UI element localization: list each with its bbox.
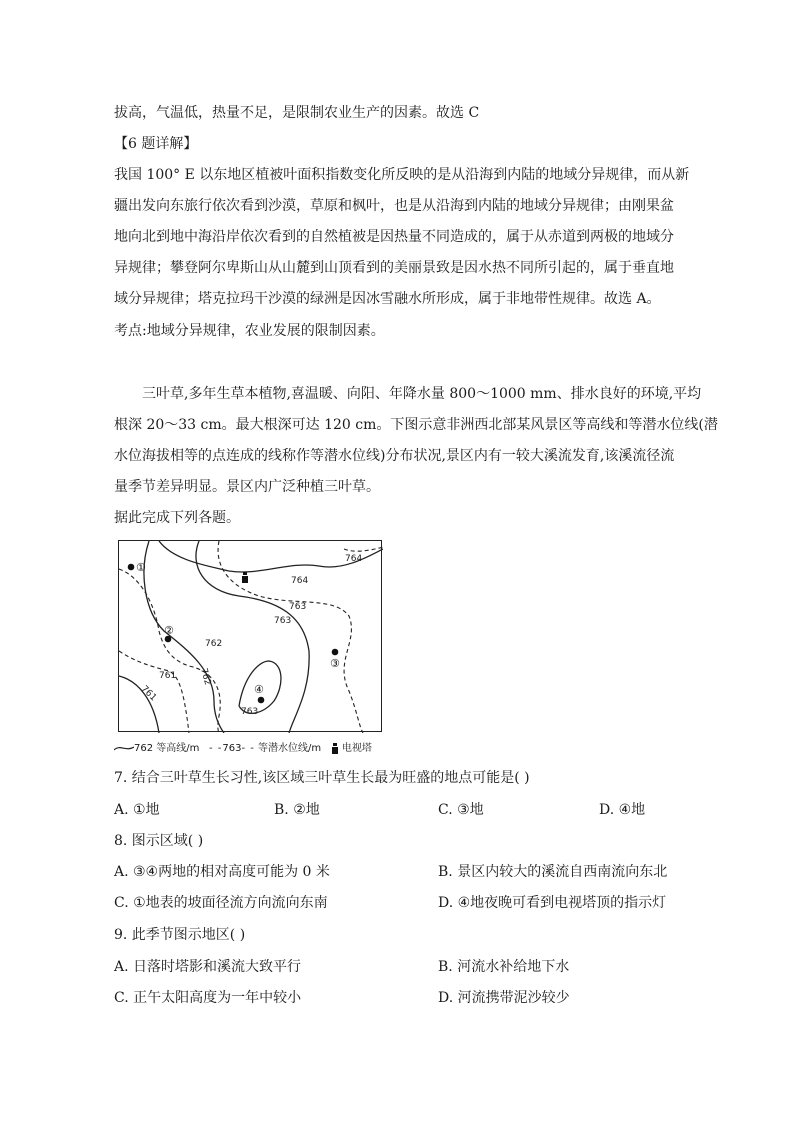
- question-8-option-d[interactable]: D. ④地夜晚可看到电视塔顶的指示灯: [438, 895, 667, 911]
- question-9-option-a[interactable]: A. 日落时塔影和溪流大致平行: [114, 959, 302, 975]
- question-7-stem: 7. 结合三叶草生长习性,该区域三叶草生长最为旺盛的地点可能是( ): [114, 770, 530, 786]
- question-8-stem: 8. 图示区域( ): [114, 833, 204, 849]
- point-1-dot: [128, 564, 135, 571]
- point-4-dot: [258, 697, 265, 704]
- contour-label: 761: [159, 671, 177, 681]
- point-3-dot: [332, 649, 339, 656]
- question-7-option-c[interactable]: C. ③地: [438, 802, 484, 818]
- water-table-line-762: [119, 569, 223, 733]
- contour-line-763: [196, 541, 309, 733]
- question-7-option-a[interactable]: A. ①地: [114, 802, 160, 818]
- q6-line: 域分异规律；塔克拉玛干沙漠的绿洲是因冰雪融水所形成，属于非地带性规律。故选 A。: [114, 291, 661, 307]
- q6-section-header: 【6 题详解】: [114, 136, 198, 152]
- previous-answer-text: 拔高，气温低，热量不足，是限制农业生产的因素。故选 C: [114, 105, 480, 121]
- contour-line-761: [119, 676, 159, 733]
- intro-line: 三叶草,多年生草本植物,喜温暖、向阳、年降水量 800～1000 mm、排水良好的环境,平均: [142, 386, 702, 402]
- tv-tower-icon: [242, 572, 248, 583]
- question-8-option-a[interactable]: A. ③④两地的相对高度可能为 0 米: [114, 864, 330, 880]
- point-1-label: ①: [136, 561, 146, 574]
- contour-label: 762: [198, 667, 213, 687]
- intro-line: 根深 20～33 cm。最大根深可达 120 cm。下图示意非洲西北部某风景区等高线和等潜水位线(潜: [114, 417, 718, 433]
- question-7-option-d[interactable]: D. ④地: [599, 802, 646, 818]
- point-2-label: ②: [164, 624, 174, 637]
- question-9-stem: 9. 此季节图示地区( ): [114, 927, 246, 943]
- contour-label: 764: [291, 576, 309, 586]
- contour-label: 764: [345, 554, 363, 564]
- q6-line: 我国 100° E 以东地区植被叶面积指数变化所反映的是从沿海到内陆的地域分异规律，而从新: [114, 167, 690, 183]
- q6-line: 地向北到地中海沿岸依次看到的自然植被是因热量不同造成的，属于从赤道到两极的地域分: [114, 229, 674, 245]
- contour-line-762: [144, 541, 224, 733]
- legend-tower-text: 电视塔: [341, 743, 372, 754]
- instruction-text: 据此完成下列各题。: [114, 510, 240, 526]
- legend-water-value: 763: [222, 743, 242, 754]
- question-8-option-c[interactable]: C. ①地表的坡面径流方向流向东南: [114, 895, 328, 911]
- contour-map-svg: [119, 541, 383, 733]
- legend-water-text: 等潜水位线/m: [258, 743, 322, 754]
- q6-line: 疆出发向东旅行依次看到沙漠，草原和枫叶，也是从沿海到内陆的地域分异规律；由刚果盆: [114, 198, 674, 214]
- legend-contour-text: 等高线/m: [156, 743, 200, 754]
- point-3-label: ③: [330, 657, 340, 670]
- question-9-option-d[interactable]: D. 河流携带泥沙较少: [438, 990, 570, 1006]
- kaodian-text: 考点:地域分异规律，农业发展的限制因素。: [114, 323, 385, 339]
- contour-label: 763: [289, 602, 307, 612]
- question-8-option-b[interactable]: B. 景区内较大的溪流自西南流向东北: [438, 864, 668, 880]
- intro-line: 量季节差异明显。景区内广泛种植三叶草。: [114, 479, 380, 495]
- contour-label: 763: [241, 707, 259, 717]
- contour-map: [118, 540, 382, 732]
- contour-label: 763: [274, 616, 292, 626]
- point-4-label: ④: [254, 683, 264, 696]
- question-9-option-b[interactable]: B. 河流水补给地下水: [438, 959, 570, 975]
- contour-label: 761: [138, 684, 159, 704]
- question-9-option-c[interactable]: C. 正午太阳高度为一年中较小: [114, 990, 302, 1006]
- legend-contour-value: 762: [134, 743, 154, 754]
- map-legend: 762 等高线/m - -763- - 等潜水位线/m 电视塔: [114, 739, 372, 754]
- legend-contour-swatch: [114, 744, 134, 752]
- legend-tower-icon: [331, 743, 339, 754]
- question-7-option-b[interactable]: B. ②地: [274, 802, 320, 818]
- contour-label: 762: [205, 639, 223, 649]
- q6-line: 异规律；攀登阿尔卑斯山从山麓到山顶看到的美丽景致是因水热不同所引起的，属于垂直地: [114, 260, 674, 276]
- water-table-line-764: [344, 547, 383, 551]
- intro-line: 水位海拔相等的点连成的线称作等潜水位线)分布状况,景区内有一较大溪流发育,该溪流径流: [114, 448, 675, 464]
